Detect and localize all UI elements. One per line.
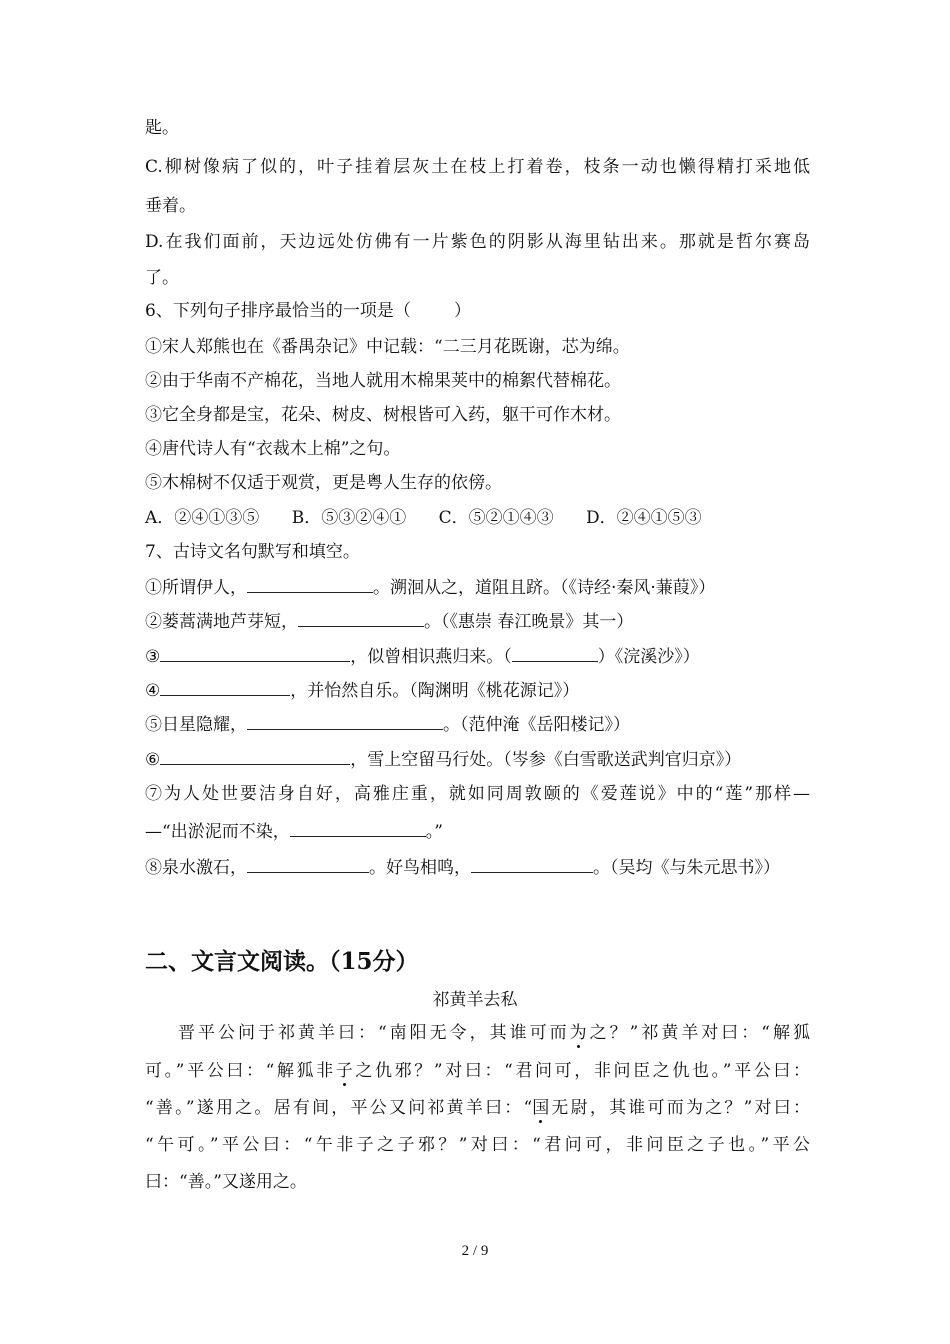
fill-item-1: ①所谓伊人， 。溯洄从之，道阻且跻。（《诗经·秦风·蒹葭》） <box>145 578 716 598</box>
passage-line: “午可。”平公曰：“午非子之子邪？”对曰：“君问可，非问臣之子也。”平公 <box>145 1135 810 1155</box>
answer-options: A．②④①③⑤ B．⑤③②④① C．⑤②①④③ D．②④①⑤③ <box>145 508 702 528</box>
fill-item-2: ②蒌蒿满地芦芽短， 。（《惠崇 春江晚景》其一） <box>145 612 634 632</box>
emphasis-char: 子 <box>335 1061 353 1081</box>
option-c-text: C.柳树像病了似的，叶子挂着层灰土在枝上打着卷，枝条一动也懒得精打采地低 <box>145 157 810 177</box>
answer-blank[interactable] <box>160 749 350 765</box>
fill-item-6: ⑥ ，雪上空留马行处。（岑参《白雪歌送武判官归京》） <box>145 750 742 770</box>
passage-line: 可。”平公曰：“解狐非子之仇邪？”对曰：“君问可，非问臣之仇也。”平公曰： <box>145 1061 810 1081</box>
fill-item-4: ④ ，并怡然自乐。（陶渊明《桃花源记》） <box>145 681 580 701</box>
answer-blank[interactable] <box>512 646 598 662</box>
passage-title: 祁黄羊去私 <box>432 990 518 1010</box>
emphasis-char: 为 <box>569 1023 587 1043</box>
answer-blank[interactable] <box>160 680 290 696</box>
question-6: 6、下列句子排序最恰当的一项是（ ） <box>145 301 472 321</box>
sentence-1: ①宋人郑熊也在《番禺杂记》中记载：“二三月花既谢，芯为绵。 <box>145 337 630 357</box>
fill-item-3: ③ ，似曾相识燕归来。（ ）《浣溪沙》） <box>145 647 700 667</box>
sentence-5: ⑤木棉树不仅适于观赏，更是粤人生存的依傍。 <box>145 473 502 493</box>
passage-line: 曰：“善。”又遂用之。 <box>145 1172 307 1192</box>
passage-line: “善。”遂用之。居有间，平公又问祁黄羊曰：“国无尉，其谁可而为之？”对曰： <box>145 1098 810 1118</box>
text-line: 了。 <box>145 268 179 288</box>
answer-blank[interactable] <box>247 577 373 593</box>
sentence-3: ③它全身都是宝，花朵、树皮、树根皆可入药，躯干可作木材。 <box>145 405 621 425</box>
sentence-2: ②由于华南不产棉花，当地人就用木棉果荚中的棉絮代替棉花。 <box>145 371 621 391</box>
answer-blank[interactable] <box>247 857 369 873</box>
sentence-4: ④唐代诗人有“衣裁木上棉”之句。 <box>145 439 401 459</box>
question-7: 7、古诗文名句默写和填空。 <box>145 542 360 562</box>
answer-blank[interactable] <box>298 611 424 627</box>
option-d-text: D.在我们面前，天边远处仿佛有一片紫色的阴影从海里钻出来。那就是哲尔赛岛 <box>145 232 810 252</box>
answer-blank[interactable] <box>290 821 426 837</box>
fill-item-7-line-2: —“出淤泥而不染， 。” <box>145 822 443 842</box>
fill-item-8: ⑧泉水激石， 。好鸟相鸣， 。（吴均《与朱元思书》） <box>145 858 780 878</box>
section-heading: 二、文言文阅读。（15分） <box>145 948 419 975</box>
passage-line: 晋平公问于祁黄羊曰：“南阳无令，其谁可而为之？”祁黄羊对曰：“解狐 <box>178 1023 810 1043</box>
answer-blank[interactable] <box>471 857 593 873</box>
emphasis-char: 国 <box>532 1098 550 1118</box>
text-line: 垂着。 <box>145 196 196 216</box>
answer-blank[interactable] <box>247 714 443 730</box>
fill-item-5: ⑤日星隐耀， 。（范仲淹《岳阳楼记》） <box>145 715 630 735</box>
fill-item-7-line-1: ⑦为人处世要洁身自好，高雅庄重，就如同周敦颐的《爱莲说》中的“莲”那样— <box>145 784 810 804</box>
answer-blank[interactable] <box>160 646 350 662</box>
page-number: 2 / 9 <box>461 1243 489 1259</box>
text-line: 匙。 <box>145 118 179 138</box>
